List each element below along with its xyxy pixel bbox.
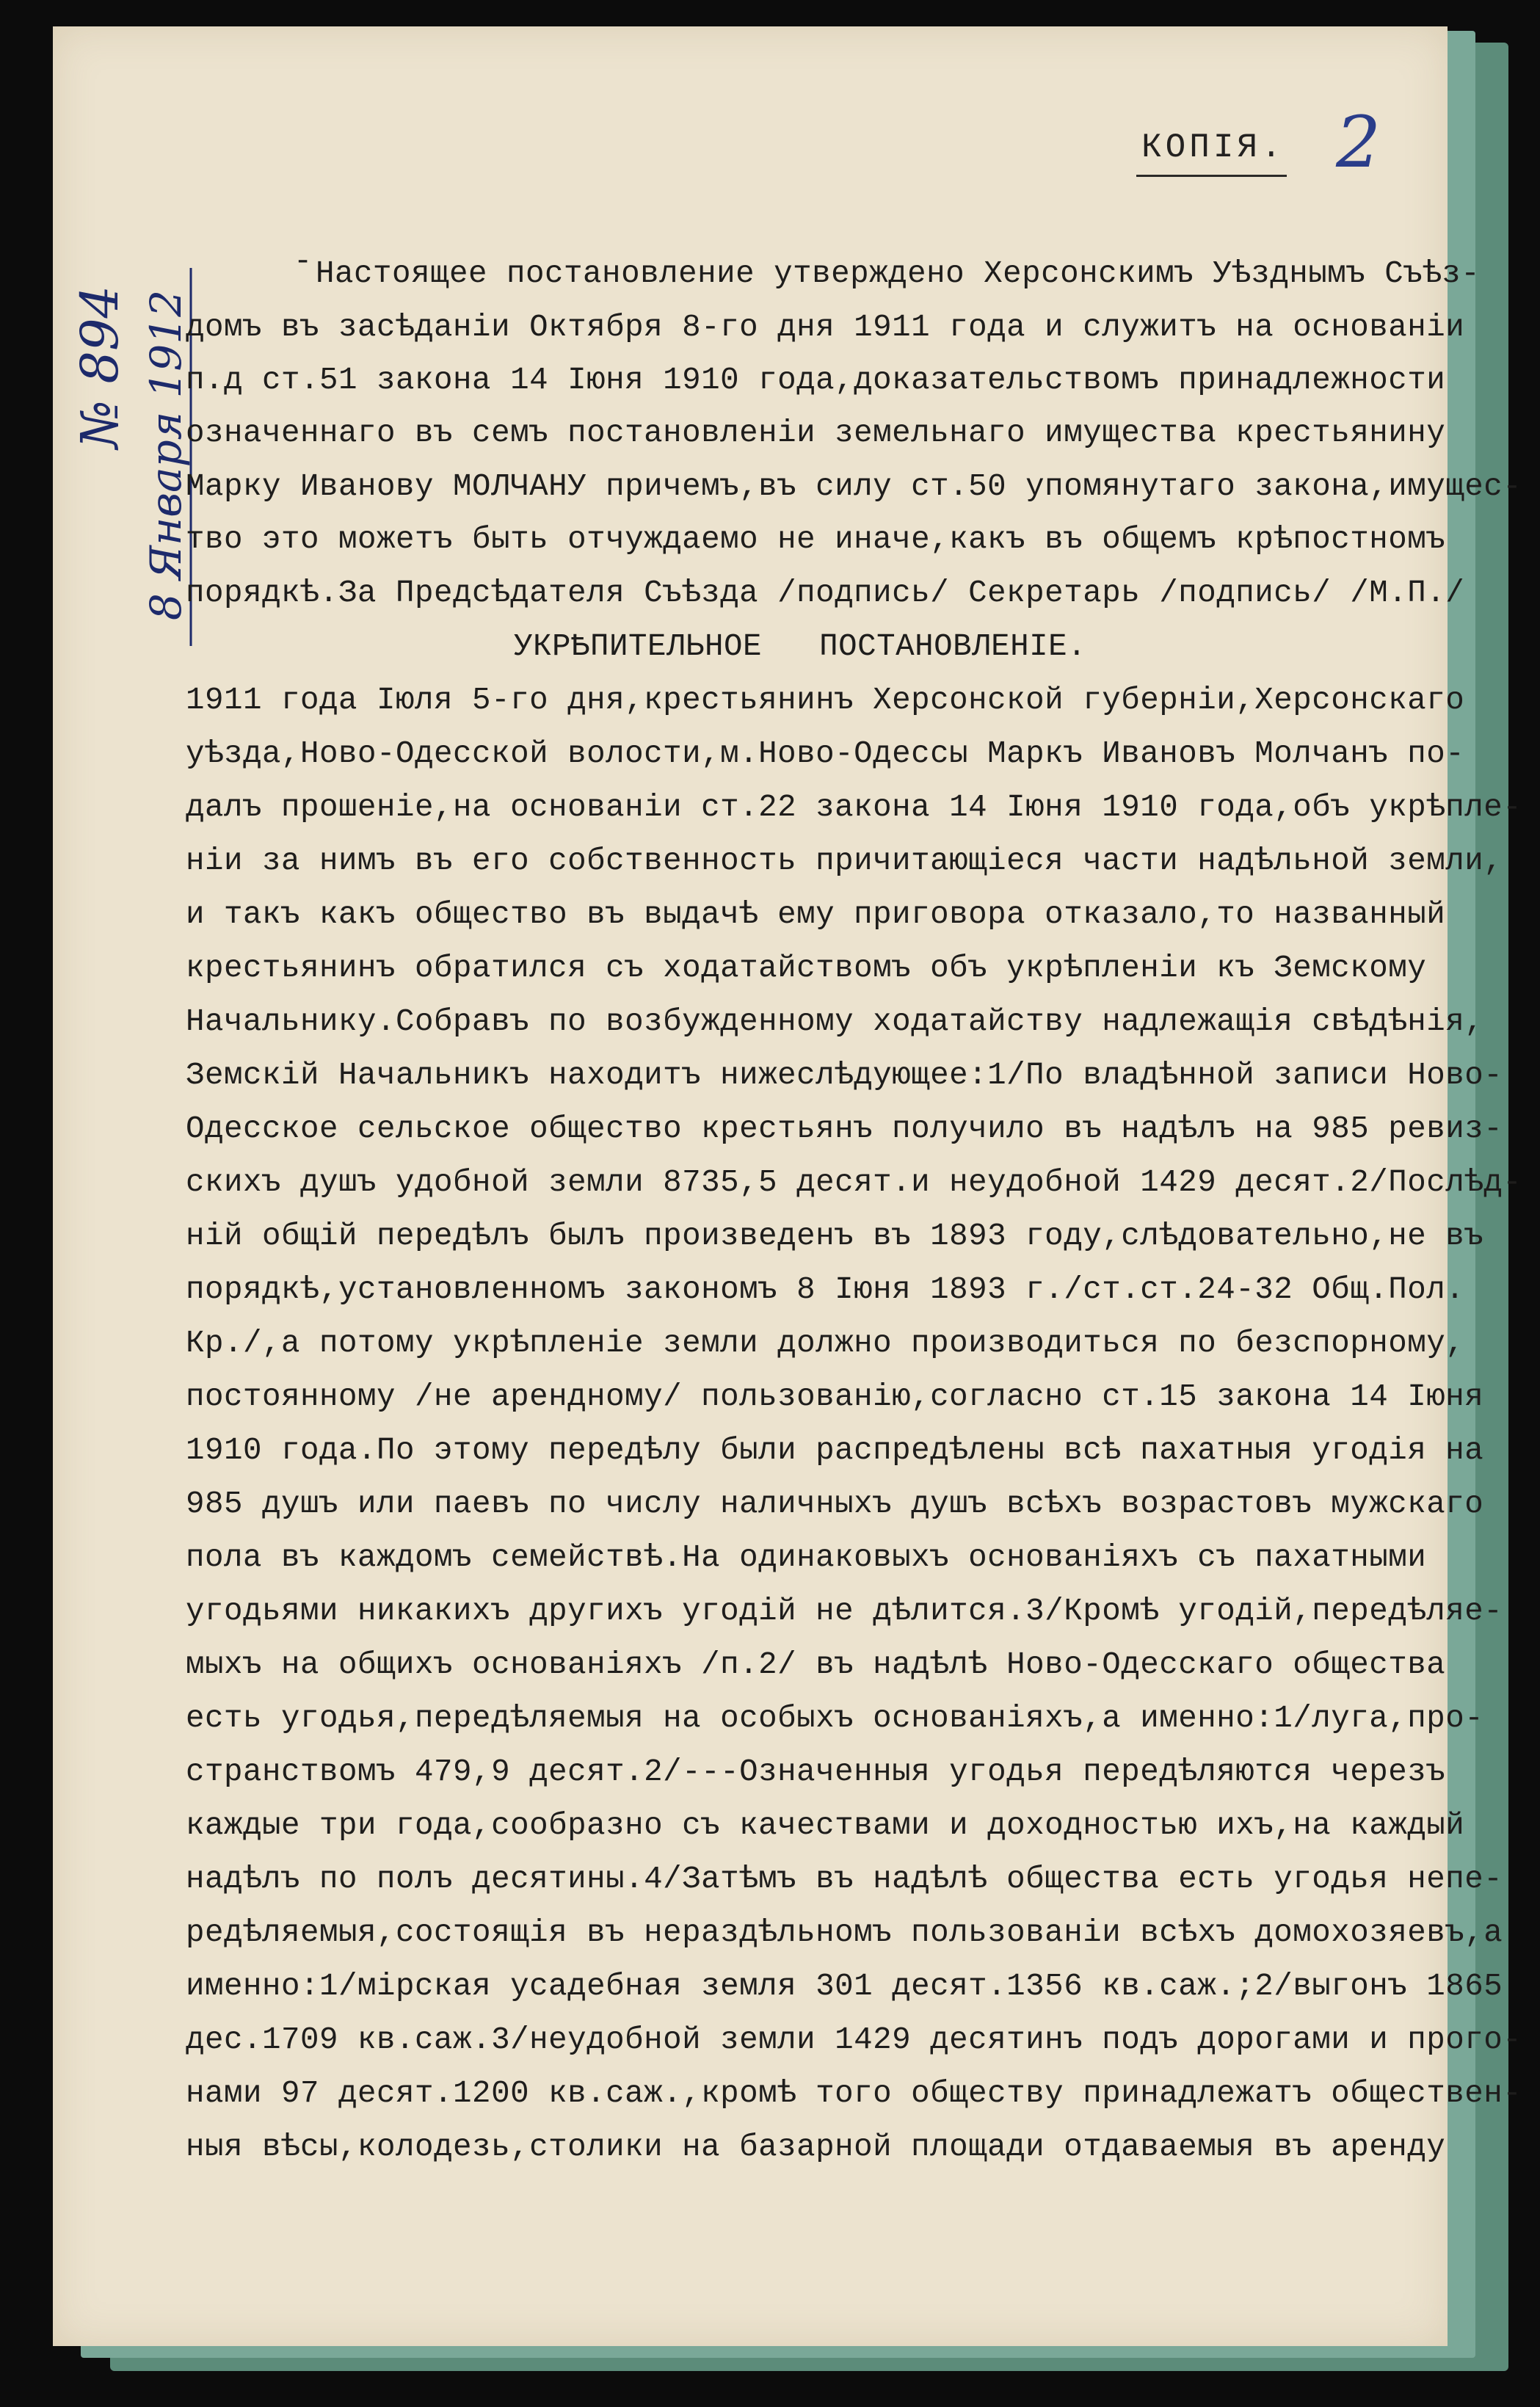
- text-line: Земскій Начальникъ находитъ нижеслѣдующее:1/По владѣнной записи Ново-: [186, 1058, 1503, 1093]
- text-line: порядкѣ.За Предсѣдателя Съѣзда /подпись/ Секретарь /подпись/ /М.П./: [186, 576, 1465, 611]
- text-line: скихъ душъ удобной земли 8735,5 десят.и неудобной 1429 десят.2/Послѣд-: [186, 1165, 1522, 1200]
- copy-label: КОПІЯ.: [1141, 128, 1285, 167]
- text-line: дес.1709 кв.саж.3/неудобной земли 1429 десятинъ подъ дорогами и прого-: [186, 2022, 1522, 2058]
- text-line: угодьями никакихъ другихъ угодій не дѣлится.3/Кромѣ угодій,передѣляе-: [186, 1594, 1503, 1629]
- text-line: ныя вѣсы,колодезь,столики на базарной площади отдаваемыя въ аренду: [186, 2130, 1446, 2165]
- margin-registration-note: [70, 264, 197, 675]
- text-line: уѣзда,Ново-Одесской волости,м.Ново-Одессы Маркъ Ивановъ Молчанъ по-: [186, 736, 1465, 772]
- text-line: ній общій передѣлъ былъ произведенъ въ 1893 году,слѣдовательно,не въ: [186, 1219, 1484, 1254]
- text-line: порядкѣ,установленномъ закономъ 8 Іюня 1893 г./ст.ст.24-32 Общ.Пол.: [186, 1272, 1465, 1307]
- text-line: каждые три года,сообразно съ качествами и доходностью ихъ,на каждый: [186, 1808, 1465, 1843]
- text-line: есть угодья,передѣляемыя на особыхъ основаніяхъ,а именно:1/луга,про-: [186, 1701, 1484, 1736]
- text-line: п.д ст.51 закона 14 Іюня 1910 года,доказательствомъ принадлежности: [186, 363, 1446, 398]
- text-line: Кр./,а потому укрѣпленіе земли должно производиться по безспорному,: [186, 1326, 1465, 1361]
- text-line: означеннаго въ семъ постановленіи земельнаго имущества крестьянину: [186, 415, 1446, 451]
- text-line: странствомъ 479,9 десят.2/---Означенныя угодья передѣляются черезъ: [186, 1754, 1446, 1790]
- text-line: Одесское сельское общество крестьянъ получило въ надѣлъ на 985 ревиз-: [186, 1111, 1503, 1147]
- text-line: ніи за нимъ въ его собственность причитающіеся части надѣльной земли,: [186, 843, 1503, 879]
- text-line: домъ въ засѣданіи Октября 8-го дня 1911 года и служитъ на основаніи: [186, 310, 1465, 345]
- dash-mark: -: [294, 244, 313, 279]
- text-line: редѣляемыя,состоящія въ нераздѣльномъ пользованіи всѣхъ домохозяевъ,а: [186, 1915, 1503, 1950]
- text-line: Марку Ивановy МОЛЧАНУ причемъ,въ силу ст.50 упомянутаго закона,имущес-: [186, 469, 1522, 504]
- text-line: нами 97 десят.1200 кв.саж.,кромѣ того обществу принадлежатъ обществен-: [186, 2076, 1522, 2111]
- text-line: и такъ какъ общество въ выдачѣ ему приговора отказало,то названный: [186, 897, 1446, 932]
- margin-note-number: № 894: [70, 285, 130, 449]
- text-line: 985 душъ или паевъ по числу наличныхъ душъ всѣхъ возрастовъ мужскаго: [186, 1486, 1484, 1522]
- text-line: пола въ каждомъ семействѣ.На одинаковыхъ основаніяхъ съ пахатными: [186, 1540, 1427, 1575]
- page-number: 2: [1336, 101, 1381, 184]
- text-line: мыхъ на общихъ основаніяхъ /п.2/ въ надѣлѣ Ново-Одесскаго общества: [186, 1647, 1446, 1682]
- text-line: 1911 года Іюля 5-го дня,крестьянинъ Херсонской губерніи,Херсонскаго: [186, 683, 1465, 718]
- text-line: 1910 года.По этому передѣлу были распредѣлены всѣ пахатныя угодія на: [186, 1433, 1484, 1468]
- text-line: именно:1/мірская усадебная земля 301 десят.1356 кв.саж.;2/выгонъ 1865: [186, 1969, 1503, 2004]
- text-line: надѣлъ по полъ десятины.4/Затѣмъ въ надѣлѣ общества есть угодья непе-: [186, 1862, 1503, 1897]
- section-heading: УКРѢПИТЕЛЬНОЕ ПОСТАНОВЛЕНІЕ.: [514, 629, 1087, 664]
- text-line: Начальнику.Собравъ по возбужденному ходатайству надлежащія свѣдѣнія,: [186, 1004, 1484, 1039]
- copy-label-underline: [1136, 175, 1287, 177]
- text-line: Настоящее постановление утверждено Херсонскимъ Уѣзднымъ Съѣз-: [316, 256, 1481, 291]
- text-line: крестьянинъ обратился съ ходатайствомъ объ укрѣпленіи къ Земскому: [186, 951, 1427, 986]
- text-line: тво это можетъ быть отчуждаемо не иначе,какъ въ общемъ крѣпостномъ: [186, 522, 1446, 557]
- text-line: постоянному /не арендному/ пользованію,согласно ст.15 закона 14 Іюня: [186, 1379, 1484, 1415]
- margin-note-date: 8 Января 1912: [141, 289, 191, 621]
- text-line: далъ прошеніе,на основаніи ст.22 закона 14 Іюня 1910 года,объ укрѣпле-: [186, 790, 1522, 825]
